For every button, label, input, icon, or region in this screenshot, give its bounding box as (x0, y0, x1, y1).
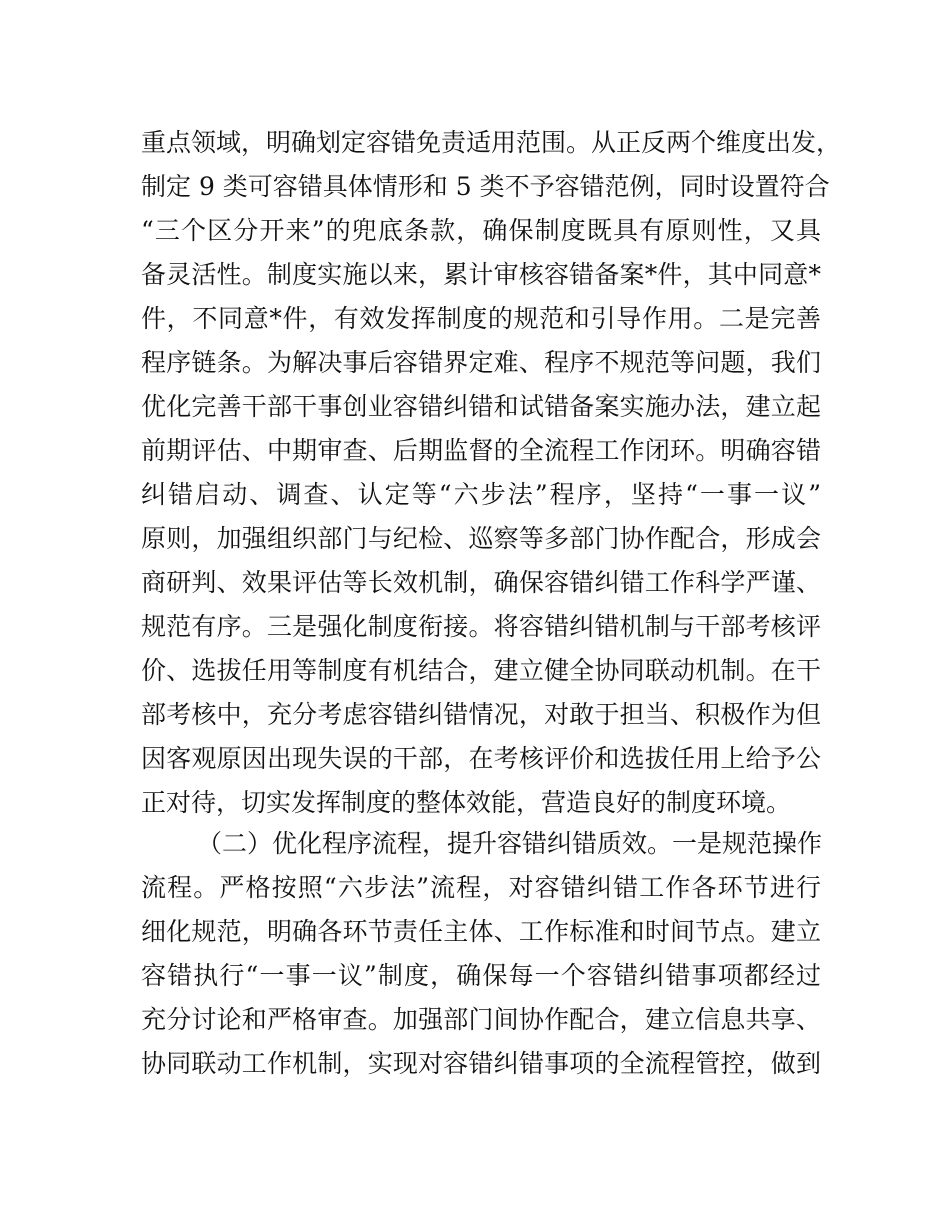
paragraph-line: 细化规范，明确各环节责任主体、工作标准和时间节点。建立 (141, 917, 821, 946)
paragraph-line: 协同联动工作机制，实现对容错纠错事项的全流程管控，做到 (141, 1049, 821, 1078)
paragraph-line: （二）优化程序流程，提升容错纠错质效。一是规范操作 (197, 829, 823, 858)
paragraph-line: 流程。严格按照“六步法”流程，对容错纠错工作各环节进行 (141, 873, 821, 902)
paragraph-line: 充分讨论和严格审查。加强部门间协作配合，建立信息共享、 (141, 1005, 821, 1034)
paragraph-line: 制定 9 类可容错具体情形和 5 类不予容错范例，同时设置符合 (141, 172, 830, 201)
paragraph-line: 部考核中，充分考虑容错纠错情况，对敢于担当、积极作为但 (141, 700, 821, 729)
paragraph-line: 件，不同意*件，有效发挥制度的规范和引导作用。二是完善 (141, 304, 821, 333)
paragraph-line: 程序链条。为解决事后容错界定难、程序不规范等问题，我们 (141, 348, 821, 377)
paragraph-line: 因客观原因出现失误的干部，在考核评价和选拔任用上给予公 (141, 744, 821, 773)
paragraph-line: 正对待，切实发挥制度的整体效能，营造良好的制度环境。 (141, 788, 792, 817)
paragraph-line: 商研判、效果评估等长效机制，确保容错纠错工作科学严谨、 (141, 568, 821, 597)
paragraph-line: 容错执行“一事一议”制度，确保每一个容错纠错事项都经过 (141, 961, 821, 990)
paragraph-2 (141, 822, 821, 1086)
paragraph-line: 规范有序。三是强化制度衔接。将容错纠错机制与干部考核评 (141, 612, 821, 641)
paragraph-line: 原则，加强组织部门与纪检、巡察等多部门协作配合，形成会 (141, 524, 821, 553)
paragraph-line: 前期评估、中期审查、后期监督的全流程工作闭环。明确容错 (141, 436, 821, 465)
paragraph-line: “三个区分开来”的兜底条款，确保制度既具有原则性，又具 (141, 216, 821, 245)
paragraph-line: 重点领域，明确划定容错免责适用范围。从正反两个维度出发， (141, 128, 842, 157)
paragraph-line: 优化完善干部干事创业容错纠错和试错备案实施办法，建立起 (141, 392, 821, 421)
paragraph-1 (141, 121, 842, 825)
paragraph-line: 纠错启动、调查、认定等“六步法”程序，坚持“一事一议” (141, 480, 821, 509)
paragraph-line: 备灵活性。制度实施以来，累计审核容错备案*件，其中同意* (141, 260, 821, 289)
paragraph-line: 价、选拔任用等制度有机结合，建立健全协同联动机制。在干 (141, 656, 821, 685)
